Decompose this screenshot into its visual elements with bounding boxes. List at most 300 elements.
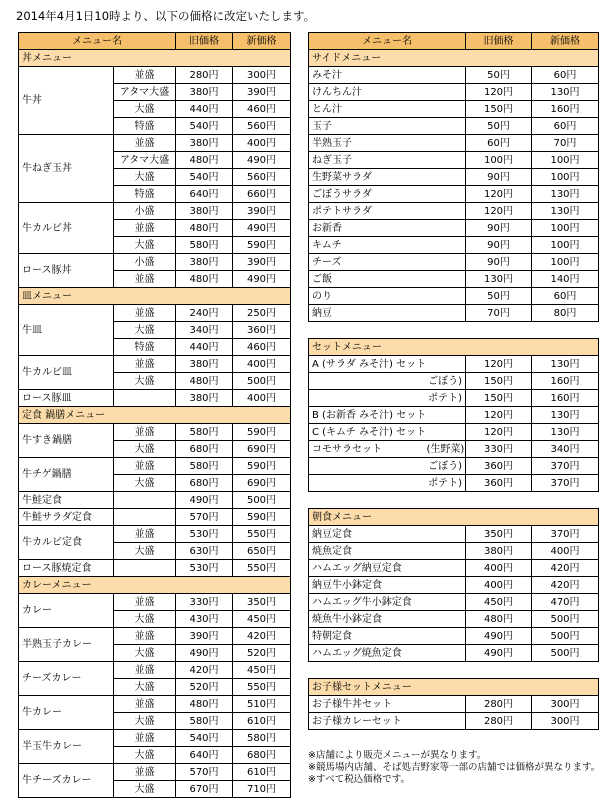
item-size: 大盛 — [114, 543, 176, 560]
new-price: 390円 — [233, 254, 291, 271]
old-price: 640円 — [176, 747, 233, 764]
new-price: 560円 — [233, 118, 291, 135]
old-price: 640円 — [176, 186, 233, 203]
item-name: けんちん汁 — [309, 84, 424, 101]
item-size: 大盛 — [114, 645, 176, 662]
section-title: セットメニュー — [309, 339, 599, 356]
section-title: お子様セットメニュー — [309, 679, 599, 696]
new-price: 450円 — [233, 662, 291, 679]
old-price: 360円 — [466, 475, 532, 492]
table-row — [19, 730, 291, 747]
table-row — [19, 135, 291, 152]
old-price: 130円 — [466, 271, 532, 288]
old-price: 340円 — [176, 322, 233, 339]
section-header-row — [19, 288, 291, 305]
new-price: 100円 — [532, 220, 599, 237]
table-row — [309, 543, 599, 560]
old-price: 540円 — [176, 169, 233, 186]
item-size — [114, 492, 176, 509]
old-price: 380円 — [176, 84, 233, 101]
item-name: みそ汁 — [309, 67, 424, 84]
new-price: 610円 — [233, 764, 291, 781]
section-title: 定食 鍋膳メニュー — [19, 407, 291, 424]
table-row — [309, 203, 599, 220]
old-price: 530円 — [176, 560, 233, 577]
item-size: 小盛 — [114, 254, 176, 271]
new-price: 550円 — [233, 560, 291, 577]
item-name: ごぼうサラダ — [309, 186, 424, 203]
item-name: 牛丼 — [19, 67, 114, 135]
item-name: ハムエッグ納豆定食 — [309, 560, 424, 577]
old-price: 360円 — [466, 458, 532, 475]
old-price: 380円 — [176, 390, 233, 407]
old-price: 430円 — [176, 611, 233, 628]
old-price: 90円 — [466, 220, 532, 237]
table-row — [309, 560, 599, 577]
item-variant — [424, 356, 466, 373]
gap-cell — [309, 662, 599, 679]
item-size — [114, 560, 176, 577]
table-row — [309, 67, 599, 84]
old-price: 350円 — [466, 526, 532, 543]
new-price: 140円 — [532, 271, 599, 288]
item-variant — [424, 543, 466, 560]
item-variant — [424, 271, 466, 288]
new-price: 420円 — [532, 577, 599, 594]
table-row — [309, 713, 599, 730]
item-size: 並盛 — [114, 135, 176, 152]
new-price: 450円 — [233, 611, 291, 628]
item-variant — [424, 152, 466, 169]
old-price: 670円 — [176, 781, 233, 798]
item-name: 牛カレー — [19, 696, 114, 730]
footnote: ※競馬場内店舗、そば処吉野家等一部の店舗では価格が異なります。 — [308, 762, 601, 773]
item-name: カレー — [19, 594, 114, 628]
section-title: サイドメニュー — [309, 50, 599, 67]
old-price: 150円 — [466, 101, 532, 118]
header-new-price: 新価格 — [233, 33, 291, 50]
new-price: 70円 — [532, 135, 599, 152]
table-row — [309, 645, 599, 662]
new-price: 650円 — [233, 543, 291, 560]
table-row — [309, 594, 599, 611]
item-variant — [424, 203, 466, 220]
new-price: 690円 — [233, 441, 291, 458]
item-size: 並盛 — [114, 356, 176, 373]
new-price: 680円 — [233, 747, 291, 764]
table-row — [309, 186, 599, 203]
old-price: 50円 — [466, 67, 532, 84]
section-header-row — [309, 339, 599, 356]
new-price: 130円 — [532, 186, 599, 203]
price-change-notice: 2014年4月1日10時より、以下の価格に改定いたします。 — [16, 9, 316, 23]
old-price: 380円 — [176, 254, 233, 271]
new-price: 340円 — [532, 441, 599, 458]
table-gap — [309, 492, 599, 509]
item-variant — [424, 220, 466, 237]
old-price: 50円 — [466, 288, 532, 305]
item-variant — [424, 135, 466, 152]
item-name: チーズカレー — [19, 662, 114, 696]
item-size: 並盛 — [114, 458, 176, 475]
item-size: アタマ大盛 — [114, 84, 176, 101]
item-name: 生野菜サラダ — [309, 169, 424, 186]
new-price: 490円 — [233, 152, 291, 169]
table-row — [19, 203, 291, 220]
item-name: 半熟玉子カレー — [19, 628, 114, 662]
item-size: 大盛 — [114, 373, 176, 390]
old-price: 120円 — [466, 203, 532, 220]
new-price: 130円 — [532, 407, 599, 424]
table-row — [19, 509, 291, 526]
item-name: B (お新香 みそ汁) セット — [309, 407, 424, 424]
item-variant — [424, 611, 466, 628]
table-row — [309, 305, 599, 322]
table-row — [19, 356, 291, 373]
item-size: 並盛 — [114, 271, 176, 288]
table-row — [19, 594, 291, 611]
item-name: お新香 — [309, 220, 424, 237]
table-row — [309, 475, 599, 492]
item-name: チーズ — [309, 254, 424, 271]
item-name — [309, 390, 424, 407]
item-name: A (サラダ みそ汁) セット — [309, 356, 424, 373]
item-size: 並盛 — [114, 730, 176, 747]
gap-cell — [309, 322, 599, 339]
item-name: キムチ — [309, 237, 424, 254]
header-menu-name: メニュー名 — [19, 33, 176, 50]
item-name: ご飯 — [309, 271, 424, 288]
item-variant — [424, 118, 466, 135]
item-size: 大盛 — [114, 611, 176, 628]
table-row — [309, 237, 599, 254]
old-price: 400円 — [466, 560, 532, 577]
header-new-price: 新価格 — [532, 33, 599, 50]
new-price: 100円 — [532, 169, 599, 186]
old-price: 580円 — [176, 237, 233, 254]
new-price: 100円 — [532, 254, 599, 271]
table-row — [309, 696, 599, 713]
item-size: 並盛 — [114, 628, 176, 645]
item-size: アタマ大盛 — [114, 152, 176, 169]
header-menu-name: メニュー名 — [309, 33, 466, 50]
new-price: 550円 — [233, 679, 291, 696]
new-price: 660円 — [233, 186, 291, 203]
item-name: 納豆牛小鉢定食 — [309, 577, 424, 594]
new-price: 130円 — [532, 84, 599, 101]
item-variant — [424, 713, 466, 730]
old-price: 330円 — [176, 594, 233, 611]
section-header-row — [19, 50, 291, 67]
item-size — [114, 390, 176, 407]
old-price: 70円 — [466, 305, 532, 322]
new-price: 510円 — [233, 696, 291, 713]
old-price: 50円 — [466, 118, 532, 135]
new-price: 420円 — [233, 628, 291, 645]
old-price: 520円 — [176, 679, 233, 696]
new-price: 370円 — [532, 526, 599, 543]
right-price-table — [308, 32, 599, 730]
item-name: ハムエッグ牛小鉢定食 — [309, 594, 424, 611]
new-price: 160円 — [532, 373, 599, 390]
new-price: 590円 — [233, 424, 291, 441]
item-size — [114, 509, 176, 526]
table-row — [309, 254, 599, 271]
new-price: 610円 — [233, 713, 291, 730]
table-row — [19, 764, 291, 781]
item-name: ねぎ玉子 — [309, 152, 424, 169]
old-price: 440円 — [176, 101, 233, 118]
old-price: 580円 — [176, 713, 233, 730]
item-name: とん汁 — [309, 101, 424, 118]
new-price: 350円 — [233, 594, 291, 611]
new-price: 400円 — [233, 390, 291, 407]
old-price: 280円 — [466, 696, 532, 713]
item-size: 大盛 — [114, 441, 176, 458]
table-row — [19, 662, 291, 679]
table-row — [19, 526, 291, 543]
old-price: 490円 — [176, 645, 233, 662]
item-size: 並盛 — [114, 526, 176, 543]
item-name: コモサラセット — [309, 441, 424, 458]
old-price: 480円 — [466, 611, 532, 628]
old-price: 680円 — [176, 475, 233, 492]
table-row — [309, 356, 599, 373]
section-header-row — [19, 407, 291, 424]
section-header-row — [309, 509, 599, 526]
table-row — [309, 135, 599, 152]
new-price: 460円 — [233, 339, 291, 356]
item-name: 半熟玉子 — [309, 135, 424, 152]
new-price: 500円 — [233, 373, 291, 390]
item-name: ロース豚皿 — [19, 390, 114, 407]
item-variant — [424, 594, 466, 611]
item-variant — [424, 526, 466, 543]
item-variant — [424, 645, 466, 662]
new-price: 160円 — [532, 101, 599, 118]
table-row — [309, 118, 599, 135]
footnote: ※すべて税込価格です。 — [308, 774, 411, 785]
old-price: 570円 — [176, 509, 233, 526]
table-header-row — [309, 33, 599, 50]
item-variant — [424, 696, 466, 713]
new-price: 130円 — [532, 424, 599, 441]
old-price: 530円 — [176, 526, 233, 543]
footnote: ※店舗により販売メニューが異なります。 — [308, 750, 487, 761]
old-price: 540円 — [176, 730, 233, 747]
new-price: 590円 — [233, 237, 291, 254]
table-row — [309, 628, 599, 645]
new-price: 590円 — [233, 509, 291, 526]
item-name: 玉子 — [309, 118, 424, 135]
table-row — [309, 441, 599, 458]
new-price: 400円 — [233, 356, 291, 373]
item-name: 特朝定食 — [309, 628, 424, 645]
new-price: 100円 — [532, 237, 599, 254]
table-row — [19, 492, 291, 509]
item-variant: ポテト) — [424, 475, 466, 492]
table-gap — [309, 322, 599, 339]
section-title: 朝食メニュー — [309, 509, 599, 526]
old-price: 380円 — [466, 543, 532, 560]
item-name: ロース豚丼 — [19, 254, 114, 288]
item-size: 大盛 — [114, 781, 176, 798]
item-size: 並盛 — [114, 67, 176, 84]
old-price: 440円 — [176, 339, 233, 356]
table-row — [19, 390, 291, 407]
old-price: 120円 — [466, 186, 532, 203]
table-row — [309, 101, 599, 118]
new-price: 300円 — [532, 713, 599, 730]
old-price: 580円 — [176, 458, 233, 475]
item-variant — [424, 84, 466, 101]
new-price: 60円 — [532, 288, 599, 305]
table-row — [309, 577, 599, 594]
item-variant: (生野菜) — [424, 441, 466, 458]
table-row — [19, 560, 291, 577]
table-row — [309, 390, 599, 407]
table-header-row — [19, 33, 291, 50]
old-price: 120円 — [466, 84, 532, 101]
new-price: 500円 — [532, 611, 599, 628]
new-price: 80円 — [532, 305, 599, 322]
new-price: 300円 — [233, 67, 291, 84]
table-row — [19, 628, 291, 645]
new-price: 130円 — [532, 203, 599, 220]
item-size: 特盛 — [114, 339, 176, 356]
old-price: 390円 — [176, 628, 233, 645]
item-name: 納豆 — [309, 305, 424, 322]
item-variant — [424, 628, 466, 645]
item-name: 牛チーズカレー — [19, 764, 114, 798]
item-name: 牛皿 — [19, 305, 114, 356]
item-size: 大盛 — [114, 101, 176, 118]
item-size: 大盛 — [114, 747, 176, 764]
item-variant — [424, 67, 466, 84]
old-price: 150円 — [466, 390, 532, 407]
item-name — [309, 458, 424, 475]
item-size: 大盛 — [114, 322, 176, 339]
new-price: 360円 — [233, 322, 291, 339]
new-price: 400円 — [233, 135, 291, 152]
table-row — [309, 84, 599, 101]
new-price: 100円 — [532, 152, 599, 169]
new-price: 250円 — [233, 305, 291, 322]
table-row — [309, 526, 599, 543]
table-row — [309, 424, 599, 441]
old-price: 120円 — [466, 407, 532, 424]
item-variant — [424, 288, 466, 305]
old-price: 280円 — [176, 67, 233, 84]
footnotes — [308, 750, 600, 786]
new-price: 370円 — [532, 475, 599, 492]
section-title: 丼メニュー — [19, 50, 291, 67]
old-price: 330円 — [466, 441, 532, 458]
item-variant: ごぼう) — [424, 373, 466, 390]
old-price: 680円 — [176, 441, 233, 458]
old-price: 480円 — [176, 152, 233, 169]
table-row — [309, 271, 599, 288]
table-row — [309, 169, 599, 186]
old-price: 480円 — [176, 220, 233, 237]
gap-cell — [309, 492, 599, 509]
item-size: 並盛 — [114, 696, 176, 713]
old-price: 90円 — [466, 237, 532, 254]
item-size: 並盛 — [114, 662, 176, 679]
item-name: ポテトサラダ — [309, 203, 424, 220]
item-name: 牛チゲ鍋膳 — [19, 458, 114, 492]
item-variant: ごぼう) — [424, 458, 466, 475]
old-price: 580円 — [176, 424, 233, 441]
item-variant — [424, 560, 466, 577]
item-size: 並盛 — [114, 594, 176, 611]
item-name: お子様牛丼セット — [309, 696, 424, 713]
new-price: 160円 — [532, 390, 599, 407]
item-name: ハムエッグ焼魚定食 — [309, 645, 424, 662]
item-size: 大盛 — [114, 679, 176, 696]
table-row — [309, 373, 599, 390]
section-header-row — [19, 577, 291, 594]
old-price: 60円 — [466, 135, 532, 152]
old-price: 570円 — [176, 764, 233, 781]
item-variant: ポテト) — [424, 390, 466, 407]
item-name: 牛カルビ丼 — [19, 203, 114, 254]
section-title: 皿メニュー — [19, 288, 291, 305]
item-name: のり — [309, 288, 424, 305]
old-price: 120円 — [466, 356, 532, 373]
new-price: 690円 — [233, 475, 291, 492]
table-row — [309, 152, 599, 169]
left-price-table — [18, 32, 291, 798]
old-price: 450円 — [466, 594, 532, 611]
table-row — [19, 67, 291, 84]
item-size: 大盛 — [114, 475, 176, 492]
item-variant — [424, 169, 466, 186]
old-price: 120円 — [466, 424, 532, 441]
old-price: 100円 — [466, 152, 532, 169]
item-name: C (キムチ みそ汁) セット — [309, 424, 424, 441]
old-price: 480円 — [176, 373, 233, 390]
old-price: 490円 — [176, 492, 233, 509]
item-size: 並盛 — [114, 764, 176, 781]
new-price: 390円 — [233, 203, 291, 220]
item-size: 並盛 — [114, 424, 176, 441]
item-variant — [424, 254, 466, 271]
new-price: 300円 — [532, 696, 599, 713]
item-name — [309, 373, 424, 390]
table-row — [309, 458, 599, 475]
new-price: 490円 — [233, 271, 291, 288]
table-row — [309, 220, 599, 237]
item-name: 牛鮭定食 — [19, 492, 114, 509]
item-name: 焼魚定食 — [309, 543, 424, 560]
item-size: 大盛 — [114, 169, 176, 186]
new-price: 560円 — [233, 169, 291, 186]
old-price: 240円 — [176, 305, 233, 322]
header-old-price: 旧価格 — [176, 33, 233, 50]
item-variant — [424, 237, 466, 254]
old-price: 480円 — [176, 271, 233, 288]
header-old-price: 旧価格 — [466, 33, 532, 50]
old-price: 480円 — [176, 696, 233, 713]
item-size: 特盛 — [114, 118, 176, 135]
new-price: 550円 — [233, 526, 291, 543]
new-price: 470円 — [532, 594, 599, 611]
old-price: 630円 — [176, 543, 233, 560]
item-variant — [424, 186, 466, 203]
old-price: 490円 — [466, 645, 532, 662]
table-row — [19, 696, 291, 713]
